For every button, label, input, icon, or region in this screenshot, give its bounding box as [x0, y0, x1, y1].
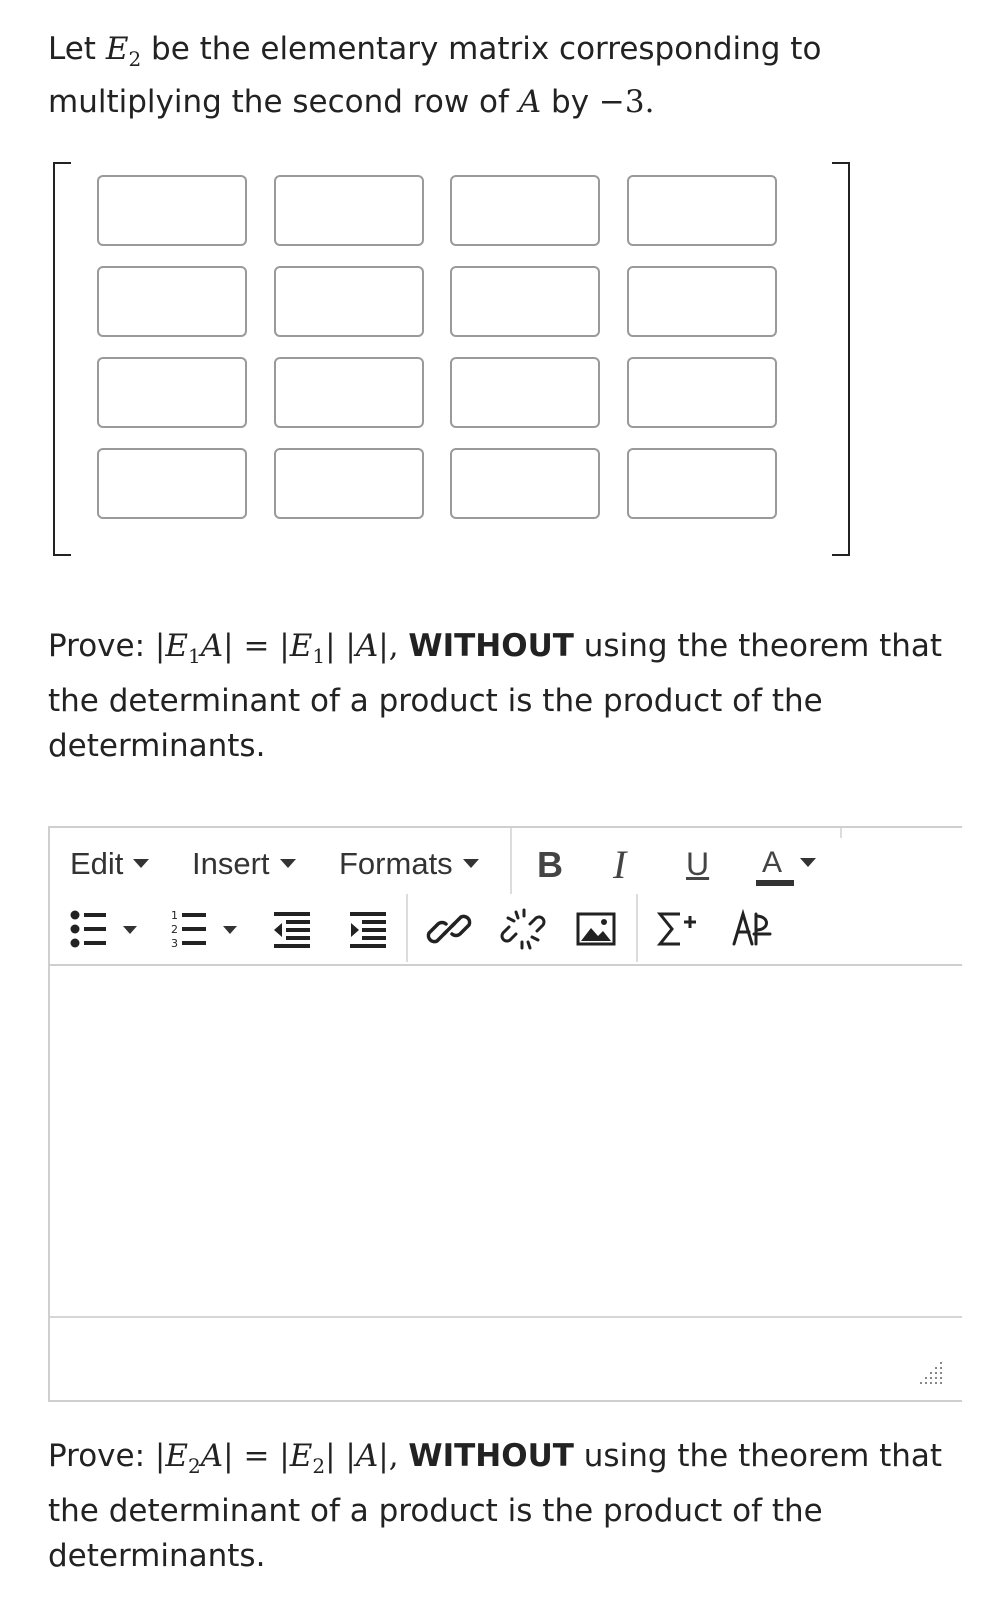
det-e2a-expression: $|E_2A|$ — [154, 1438, 234, 1478]
prove-rest-text: using the theorem that the determinant of a product is the product of the determinants. — [48, 628, 943, 764]
outdent-button[interactable] — [270, 906, 314, 952]
e2-subscript: 2 — [128, 47, 142, 71]
svg-text:2: 2 — [171, 923, 178, 936]
resize-handle-icon[interactable] — [918, 1358, 944, 1384]
matrix-cell-r4c1[interactable] — [97, 448, 247, 519]
outdent-icon — [270, 906, 314, 952]
editor-statusbar — [50, 1316, 962, 1400]
svg-text:1: 1 — [171, 909, 178, 922]
det-e1a-expression: $|E_1A|$ — [154, 628, 234, 668]
toolbar-divider — [636, 894, 638, 962]
prove-label: Prove: — [48, 1438, 146, 1474]
prove-e1-paragraph — [48, 624, 948, 769]
matrix-cell-r2c1[interactable] — [97, 266, 247, 337]
matrix-right-bracket — [832, 162, 850, 556]
equals-sign: = — [243, 628, 270, 664]
e2-base: E — [105, 31, 129, 67]
intro-paragraph — [48, 28, 948, 124]
editor-toolbar — [50, 894, 962, 964]
matrix-cell-r4c2[interactable] — [274, 448, 424, 519]
numbered-list-button[interactable] — [170, 906, 250, 952]
color-swatch — [756, 880, 794, 886]
chevron-down-icon — [463, 859, 479, 868]
matrix-cell-r1c2[interactable] — [274, 175, 424, 246]
a-variable: A — [518, 84, 542, 120]
toolbar-divider — [406, 894, 408, 962]
matrix-cell-r1c3[interactable] — [450, 175, 600, 246]
matrix-cell-r3c2[interactable] — [274, 357, 424, 428]
matrix-cell-r3c1[interactable] — [97, 357, 247, 428]
underline-button[interactable]: U — [686, 846, 710, 882]
remove-link-button[interactable] — [500, 906, 546, 952]
intro-let: Let — [48, 31, 96, 67]
matrix-cell-r2c3[interactable] — [450, 266, 600, 337]
toolbar-divider — [510, 828, 512, 894]
special-character-button[interactable] — [730, 906, 776, 952]
without-emphasis: WITHOUT — [408, 1438, 574, 1474]
det-e2-times-det-a: $|E_2|$ |A|, — [279, 1438, 399, 1478]
intro-by: by — [551, 84, 590, 120]
chevron-down-icon — [133, 859, 149, 868]
edit-menu[interactable]: Edit — [70, 846, 149, 882]
e2-symbol — [105, 31, 142, 71]
toolbar-divider — [840, 828, 842, 838]
prove-label: Prove: — [48, 628, 146, 664]
special-character-icon — [730, 906, 776, 952]
equals-sign: = — [243, 1438, 270, 1474]
matrix-cell-r4c3[interactable] — [450, 448, 600, 519]
svg-text:3: 3 — [171, 937, 178, 950]
matrix-left-bracket — [53, 162, 71, 556]
indent-icon — [346, 906, 390, 952]
indent-button[interactable] — [346, 906, 390, 952]
matrix-cell-r1c1[interactable] — [97, 175, 247, 246]
prove-rest-text: using the theorem that the determinant of a product is the product of the determinants. — [48, 1438, 943, 1574]
matrix-cell-r3c3[interactable] — [450, 357, 600, 428]
equation-icon — [654, 906, 702, 952]
chevron-down-icon — [800, 858, 816, 867]
editor-menubar — [50, 828, 962, 894]
bold-button[interactable]: B — [537, 844, 563, 885]
without-emphasis: WITHOUT — [408, 628, 574, 664]
editor-content-area[interactable] — [50, 964, 962, 1318]
rich-text-editor — [48, 826, 962, 1402]
bullet-list-button[interactable] — [68, 906, 148, 952]
matrix-cell-r3c4[interactable] — [627, 357, 777, 428]
insert-menu[interactable]: Insert — [192, 846, 296, 882]
matrix-cell-r4c4[interactable] — [627, 448, 777, 519]
intro-line1-rest: be the elementary matrix corresponding to — [141, 31, 822, 67]
matrix-cell-r2c4[interactable] — [627, 266, 777, 337]
matrix-cell-r1c4[interactable] — [627, 175, 777, 246]
text-color-button[interactable] — [756, 842, 828, 888]
insert-link-button[interactable] — [426, 906, 472, 952]
insert-equation-button[interactable] — [654, 906, 702, 952]
unlink-icon — [500, 906, 546, 952]
bullet-list-icon — [68, 906, 148, 952]
text-color-label: A — [762, 846, 783, 879]
formats-menu[interactable]: Formats — [339, 846, 479, 882]
intro-line2-start: multiplying the second row of — [48, 84, 509, 120]
numbered-list-icon — [170, 906, 250, 952]
image-icon — [574, 906, 618, 952]
prove-e2-paragraph — [48, 1434, 948, 1579]
italic-button[interactable]: I — [613, 842, 627, 887]
matrix-cell-r2c2[interactable] — [274, 266, 424, 337]
intro-period: . — [644, 84, 655, 120]
insert-image-button[interactable] — [574, 906, 618, 952]
link-icon — [426, 906, 472, 952]
chevron-down-icon — [280, 859, 296, 868]
scalar-value: −3 — [598, 84, 645, 120]
det-e1-times-det-a: $|E_1|$ |A|, — [279, 628, 399, 668]
